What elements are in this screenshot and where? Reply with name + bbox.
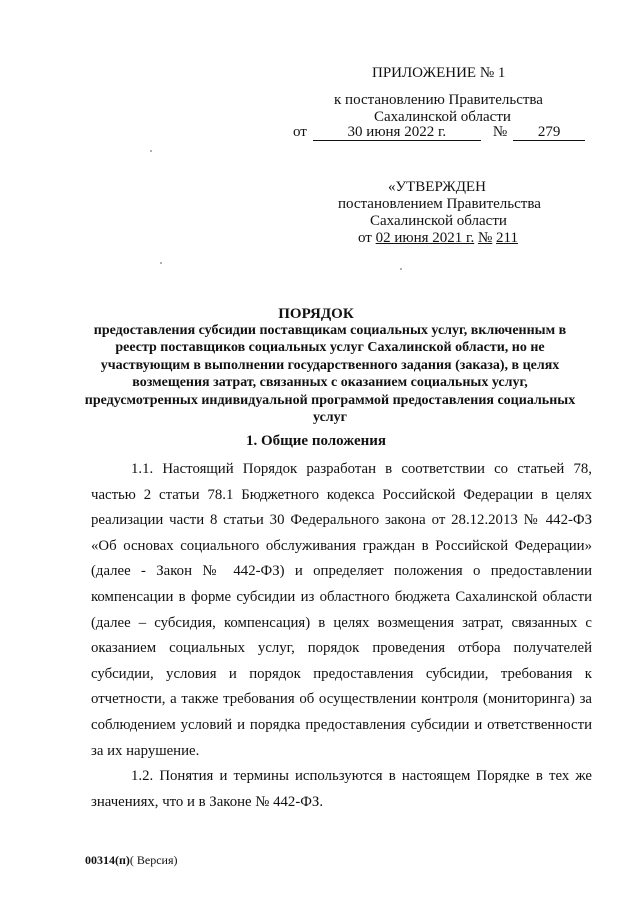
resolution-date: 30 июня 2022 г. [313, 124, 481, 141]
paragraph-1-1: 1.1. Настоящий Порядок разработан в соответствии со статьей 78, частью 2 статьи 78.1 Бюджетного кодекса Российской Федерации в целях реализации части 8 статьи 30 Федерального закона от 28.12.2013 № 442-ФЗ «Об основах социального обслуживания граждан в Российской Федерации» (далее - Закон № 442-ФЗ) и определяет положения о предоставлении компенсации в форме субсидии из областного бюджета Сахалинской области (далее – субсидия, компенсация) в целях возмещения затрат, связанных с оказанием социальных услуг, порядок проведения отбора получателей субсидии, условия и порядок предоставления субсидии, требования к отчетности, а также требования об осуществлении контроля (мониторинга) за соблюдением условий и порядка предоставления субсидии и ответственности за их нарушение. [91, 461, 592, 759]
approved-date-prefix: от [358, 230, 372, 246]
scan-speck [150, 150, 152, 152]
scan-speck [160, 262, 162, 264]
approved-by-resolution: постановлением Правительства [338, 196, 541, 212]
resolution-number: 279 [513, 124, 585, 141]
approved-title: «УТВЕРЖДЕН [388, 179, 486, 195]
footer-doc-code: 00314(п) [85, 853, 130, 867]
appendix-title: ПРИЛОЖЕНИЕ № 1 [372, 65, 506, 81]
appendix-date-row [293, 123, 585, 141]
number-label: № [492, 124, 508, 140]
date-prefix: от [293, 124, 307, 140]
approved-date: 02 июня 2021 г. [375, 230, 475, 246]
document-title: ПОРЯДОК [278, 306, 354, 322]
appendix-to-resolution: к постановлению Правительства [334, 92, 543, 108]
footer-code [85, 853, 178, 867]
approved-region: Сахалинской области [370, 213, 507, 229]
approved-date-row [358, 229, 518, 247]
approved-number-label: № [477, 230, 493, 246]
scan-speck [400, 268, 402, 270]
appendix-region: Сахалинской области [374, 109, 511, 125]
paragraph-1-2: 1.2. Понятия и термины используются в настоящем Порядке в тех же значениях, что и в Законе № 442-ФЗ. [91, 768, 592, 810]
section-heading: 1. Общие положения [245, 433, 387, 449]
document-subtitle: предоставления субсидии поставщикам социальных услуг, включенным в реестр поставщиков социальных услуг Сахалинской области, но не участвующим в выполнении государственного задания (заказа), в целях возмещения затрат, связанных с оказанием социальных услуг, предусмотренных индивидуальной программой предоставления социальных услуг [84, 323, 576, 426]
footer-version: ( Версия) [129, 853, 178, 867]
approved-number: 211 [496, 230, 518, 246]
